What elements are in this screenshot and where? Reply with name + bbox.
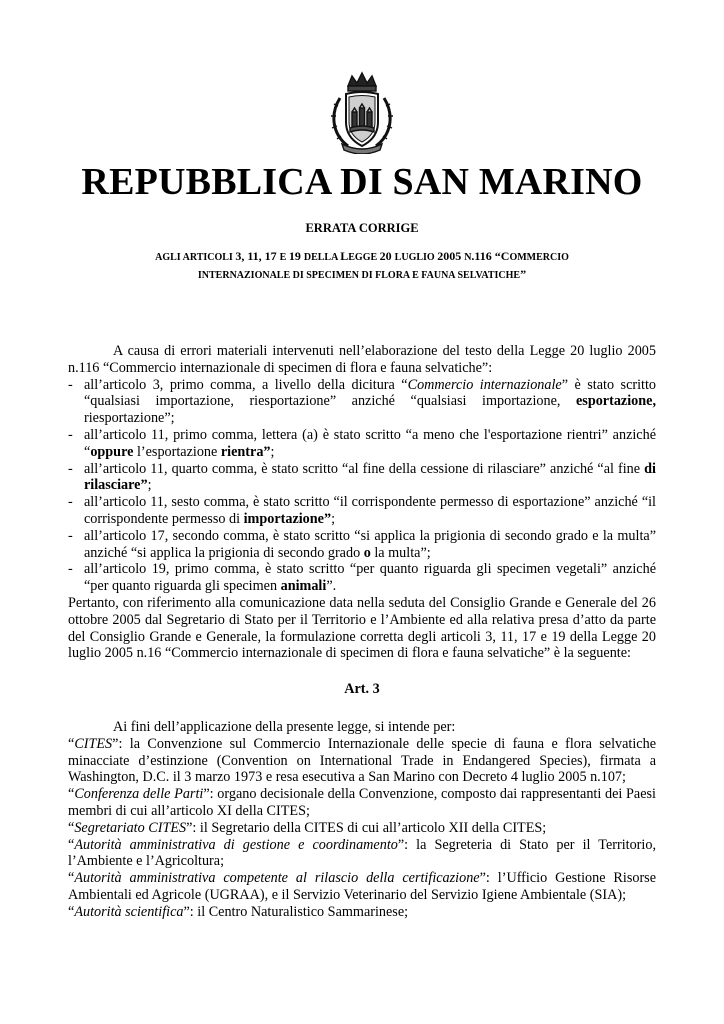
- page-title: REPUBBLICA DI SAN MARINO: [81, 161, 643, 203]
- definition-item: “Conferenza delle Parti”: organo decisionale della Convenzione, composto dai rappresentanti dei Paesi membri di cui all’articolo XI della CITES;: [68, 786, 656, 819]
- intro-paragraph: A causa di errori materiali intervenuti nell’elaborazione del testo della Legge 20 luglio 2005 n.116 “Commercio internazionale di specimen di flora e fauna selvatiche”:: [68, 343, 656, 376]
- definition-item: “Autorità scientifica”: il Centro Naturalistico Sammarinese;: [68, 903, 409, 920]
- list-item: - all’articolo 3, primo comma, a livello della dicitura “Commercio internazionale” è stato scritto “qualsiasi importazione, riesportazione” anziché “qualsiasi importazione, esportazione, riesportazione”;: [68, 376, 657, 427]
- article-title: Art. 3: [344, 681, 380, 698]
- heading-line: AGLI ARTICOLI 3, 11, 17 E 19 DELLA LEGGE 20 LUGLIO 2005 N.116 “COMMERCIO: [155, 249, 569, 263]
- document-body: [68, 343, 656, 921]
- conclusion-paragraph: Pertanto, con riferimento alla comunicazione data nella seduta del Consiglio Grande e Generale del 26 ottobre 2005 dal Segretario di Stato per il Territorio e l’Ambiente ed alla relativa presa d’atto da parte del Consiglio Grande e Generale, la formulazione corretta degli articoli 3, 11, 17 e 19 della Legge 20 luglio 2005 n.16 “Commercio internazionale di specimen di flora e fauna selvatiche” è la seguente:: [68, 594, 656, 662]
- list-item: - all’articolo 11, quarto comma, è stato scritto “al fine della cessione di rilasciare” anziché “al fine di rilasciare”;: [68, 460, 656, 494]
- article-intro: Ai fini dell’applicazione della presente legge, si intende per:: [113, 718, 456, 735]
- heading-line: INTERNAZIONALE DI SPECIMEN DI FLORA E FAUNA SELVATICHE”: [197, 267, 527, 281]
- list-item: - all’articolo 19, primo comma, è stato scritto “per quanto riguarda gli specimen vegetali” anziché “per quanto riguarda gli specimen animali”.: [68, 561, 656, 595]
- document-heading: [70, 248, 654, 284]
- list-item: - all’articolo 17, secondo comma, è stato scritto “si applica la prigionia di secondo grado e la multa” anziché “si applica la prigionia di secondo grado o la multa”;: [68, 527, 656, 561]
- definition-item: “Autorità amministrativa competente al rilascio della certificazione”: l’Ufficio Gestione Risorse Ambientali ed Agricole (UGRAA), e il Servizio Veterinario del Servizio Igiene Ambientale (SIA);: [68, 870, 656, 903]
- document-subtitle: ERRATA CORRIGE: [305, 221, 419, 235]
- list-item: - all’articolo 11, primo comma, lettera (a) è stato scritto “a meno che l'esportazione rientri” anziché “oppure l’esportazione rientra”;: [68, 426, 656, 460]
- san-marino-coat-of-arms-icon: [326, 70, 398, 154]
- list-item: - all’articolo 11, sesto comma, è stato scritto “il corrispondente permesso di esportazione” anziché “il corrispondente permesso di importazione”;: [68, 494, 656, 527]
- definition-item: “CITES”: la Convenzione sul Commercio Internazionale delle specie di fauna e flora selvatiche minacciate d’estinzione (Convention on International Trade in Endangered Species), firmata a Washington, D.C. il 3 marzo 1973 e resa esecutiva a San Marino con Decreto 4 luglio 2005 n.107;: [68, 735, 656, 786]
- definition-item: “Segretariato CITES”: il Segretario della CITES di cui all’articolo XII della CITES;: [68, 819, 547, 836]
- definition-item: “Autorità amministrativa di gestione e coordinamento”: la Segreteria di Stato per il Territorio, l’Ambiente e l’Agricoltura;: [68, 836, 656, 870]
